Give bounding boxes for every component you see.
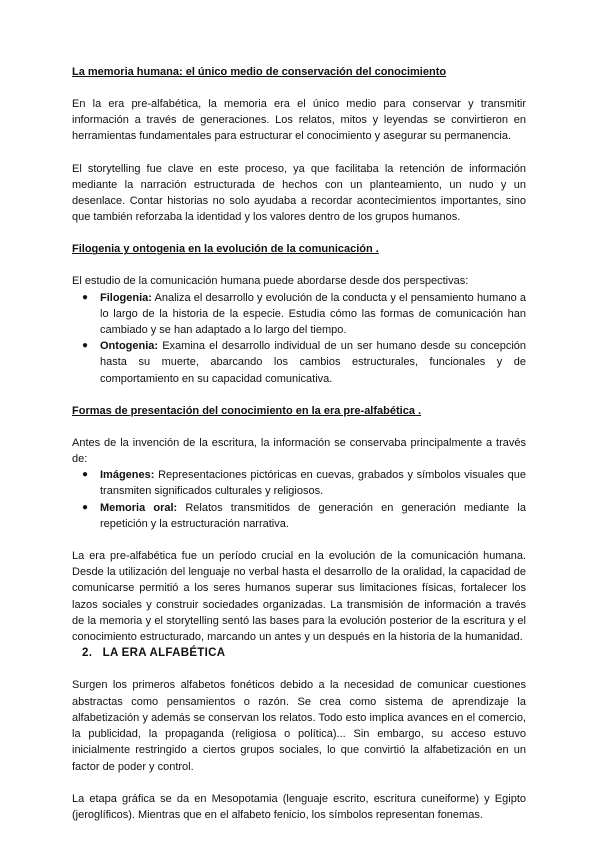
- document-page: [72, 64, 526, 823]
- bullet-icon: ●: [82, 340, 89, 352]
- list-item: [72, 290, 526, 339]
- list-formas: [72, 467, 526, 532]
- list-item: [72, 500, 526, 532]
- definition: Examina el desarrollo individual de un ser humano desde su concepción hasta su muerte, abarcando los cambios estructurales, funcionales y de comportamiento en su capacidad comunicativa.: [100, 340, 526, 385]
- section-heading-formas: Formas de presentación del conocimiento en la era pre-alfabética .: [72, 404, 422, 417]
- definition: Relatos transmitidos de generación en generación mediante la repetición y la estructuración narrativa.: [100, 501, 526, 530]
- paragraph-memoria-1: En la era pre-alfabética, la memoria era el único medio para conservar y transmitir información a través de generaciones. Los relatos, mitos y leyendas se convirtieron en herramientas fundamentales para estructurar el conocimiento y asegurar su permanencia.: [72, 98, 526, 143]
- term: Filogenia:: [100, 291, 152, 304]
- term: Memoria oral:: [100, 501, 178, 514]
- bullet-icon: ●: [82, 291, 89, 303]
- paragraph-alfabetica-1: Surgen los primeros alfabetos fonéticos debido a la necesidad de comunicar cuestiones abstractas como pensamientos o razón. Se crea como sistema de aprendizaje la alfabetización y además se conservan los relatos. Todo esto implica avances en el comercio, la publicidad, la propaganda (religiosa o política)... Sin embargo, su acceso estuvo inicialmente restringido a ciertos grupos sociales, lo que convirtió la alfabetización en un factor de poder y control.: [72, 679, 526, 773]
- paragraph-memoria-2: El storytelling fue clave en este proceso, ya que facilitaba la retención de información mediante la narración estructurada de hechos con un planteamiento, un nudo y un desenlace. Contar historias no solo ayudaba a recordar acontecimientos importantes, sino que también reforzaba la identidad y los valores dentro de los grupos humanos.: [72, 162, 526, 224]
- list-item: [72, 467, 526, 499]
- bullet-icon: ●: [82, 469, 89, 481]
- section-heading-filogenia: Filogenia y ontogenia en la evolución de la comunicación .: [72, 243, 379, 256]
- list-item: [72, 338, 526, 387]
- paragraph-conclusion: La era pre-alfabética fue un período crucial en la evolución de la comunicación humana. Desde la utilización del lenguaje no verbal hasta el desarrollo de la oralidad, la capacidad de comunicarse permitió a los seres humanos superar sus limitaciones físicas, fortalecer los lazos sociales y construir sociedades organizadas. La transmisión de información a través de la memoria y el storytelling sentó las bases para la evolución posterior de la escritura y el conocimiento estructurado, marcando un antes y un después en la historia de la humanidad.: [72, 550, 526, 644]
- definition: Representaciones pictóricas en cuevas, grabados y símbolos visuales que transmiten significados culturales y religiosos.: [100, 469, 526, 498]
- section-heading-memoria: La memoria humana: el único medio de conservación del conocimiento: [72, 66, 447, 78]
- list-filogenia: [72, 290, 526, 387]
- definition: Analiza el desarrollo y evolución de la conducta y el pensamiento humano a lo largo de la historia de la especie. Estudia cómo las formas de comunicación han cambiado y se han adaptado a lo largo del tiempo.: [100, 291, 526, 337]
- paragraph-filogenia-intro: El estudio de la comunicación humana puede abordarse desde dos perspectivas:: [72, 275, 469, 288]
- section-title-era-alfabetica: 2. LA ERA ALFABÉTICA: [82, 647, 226, 660]
- paragraph-formas-intro: Antes de la invención de la escritura, la información se conservaba principalmente a través de:: [72, 436, 526, 466]
- term: Ontogenia:: [100, 340, 159, 353]
- term: Imágenes:: [100, 469, 155, 482]
- bullet-icon: ●: [82, 501, 89, 513]
- paragraph-alfabetica-2: La etapa gráfica se da en Mesopotamia (lenguaje escrito, escritura cuneiforme) y Egipto (jeroglíficos). Mientras que en el alfabeto fenicio, los símbolos representan fonemas.: [72, 792, 526, 821]
